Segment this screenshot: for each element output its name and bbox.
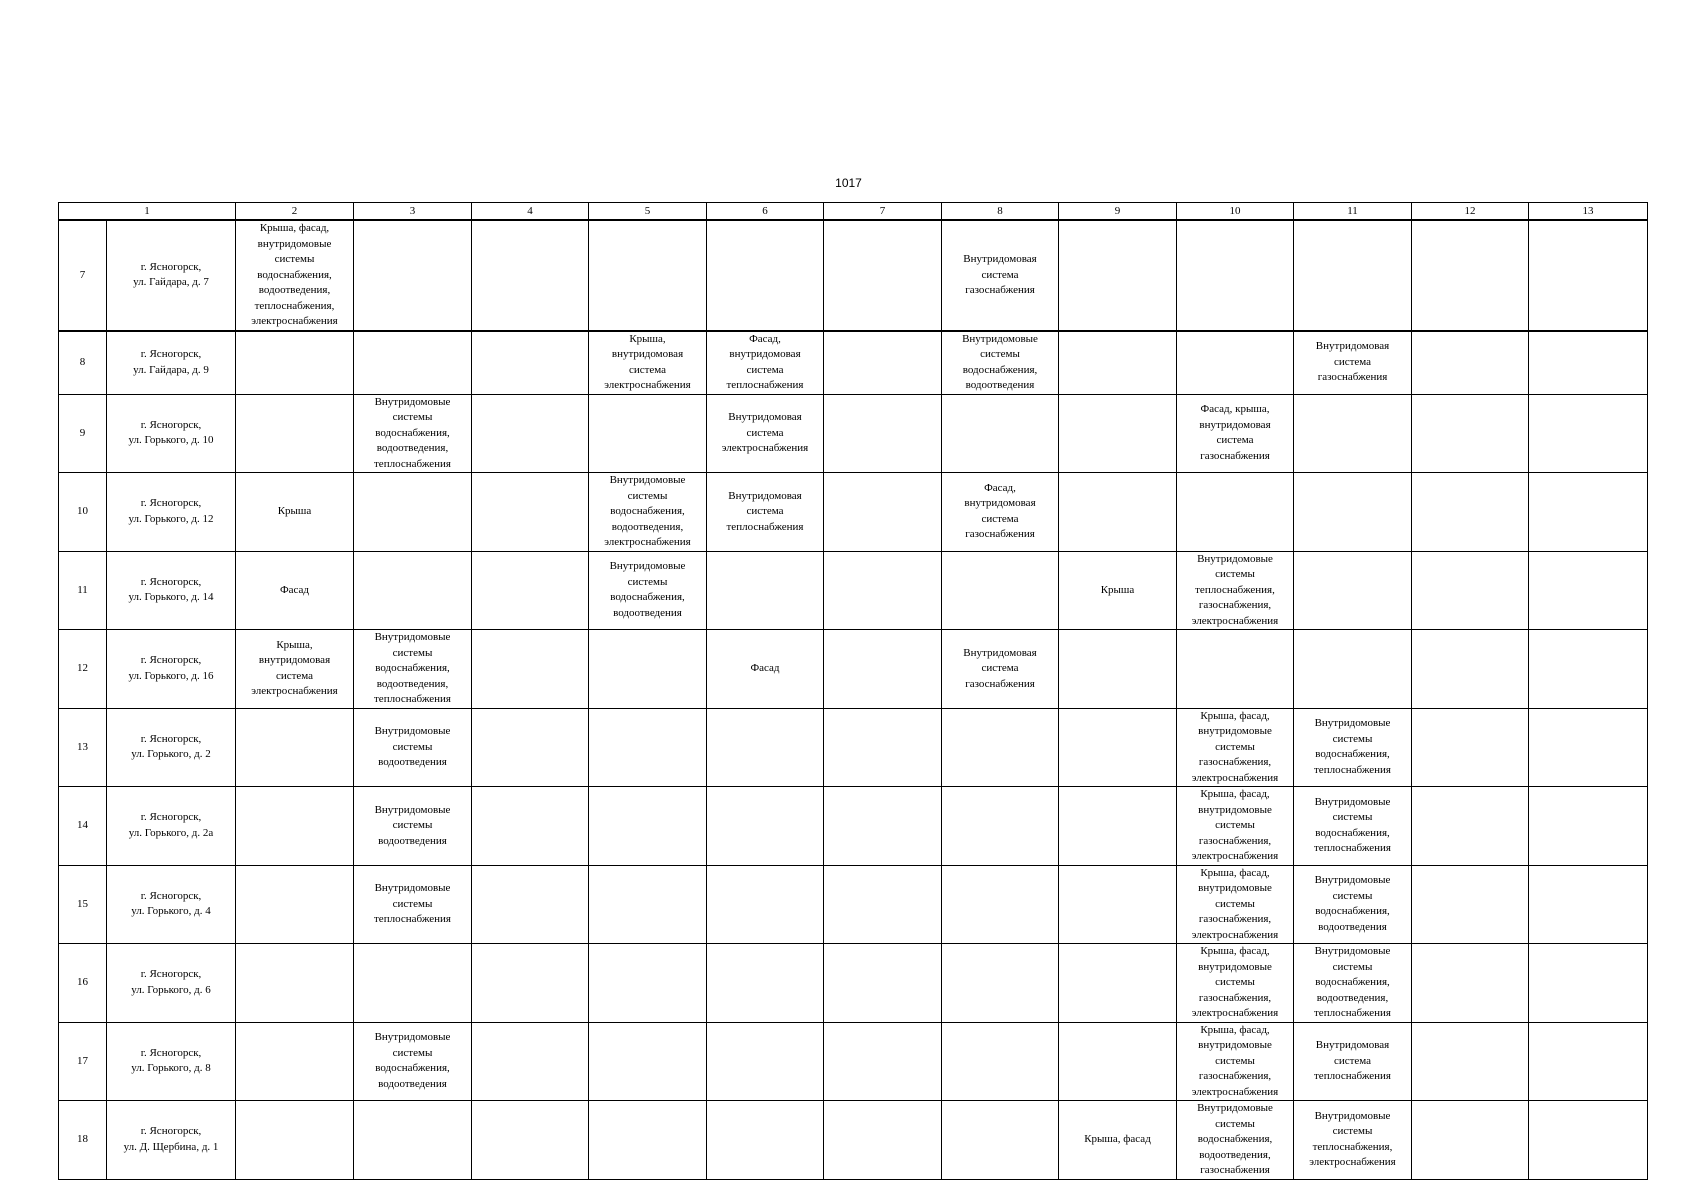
work-cell-col-13 bbox=[1529, 1101, 1648, 1180]
work-cell-col-13 bbox=[1529, 787, 1648, 866]
table-body bbox=[59, 220, 1648, 1179]
table-row bbox=[59, 331, 1648, 395]
work-cell-col-2 bbox=[236, 865, 354, 944]
row-number: 9 bbox=[59, 394, 107, 473]
work-cell-col-7 bbox=[824, 944, 942, 1023]
work-cell-col-10: Крыша, фасад, внутридомовые системы газоснабжения, электроснабжения bbox=[1177, 708, 1294, 787]
work-cell-col-4 bbox=[472, 1022, 589, 1101]
column-number-1: 1 bbox=[59, 203, 236, 221]
work-cell-col-10: Внутридомовые системы теплоснабжения, газоснабжения, электроснабжения bbox=[1177, 551, 1294, 630]
work-cell-col-3: Внутридомовые системы водоснабжения, водоотведения, теплоснабжения bbox=[354, 394, 472, 473]
work-cell-col-9 bbox=[1059, 708, 1177, 787]
work-cell-col-12 bbox=[1412, 394, 1529, 473]
work-cell-col-5 bbox=[589, 630, 707, 709]
work-cell-col-10 bbox=[1177, 473, 1294, 552]
work-cell-col-11 bbox=[1294, 551, 1412, 630]
address-cell: г. Ясногорск, ул. Горького, д. 8 bbox=[107, 1022, 236, 1101]
address-cell: г. Ясногорск, ул. Горького, д. 10 bbox=[107, 394, 236, 473]
row-number: 8 bbox=[59, 331, 107, 395]
work-cell-col-12 bbox=[1412, 551, 1529, 630]
work-cell-col-5 bbox=[589, 394, 707, 473]
work-cell-col-7 bbox=[824, 787, 942, 866]
work-cell-col-12 bbox=[1412, 865, 1529, 944]
work-cell-col-9: Крыша, фасад bbox=[1059, 1101, 1177, 1180]
work-cell-col-12 bbox=[1412, 708, 1529, 787]
address-cell: г. Ясногорск, ул. Горького, д. 16 bbox=[107, 630, 236, 709]
work-cell-col-4 bbox=[472, 708, 589, 787]
column-number-3: 3 bbox=[354, 203, 472, 221]
table-row bbox=[59, 865, 1648, 944]
work-cell-col-9 bbox=[1059, 787, 1177, 866]
work-cell-col-6 bbox=[707, 865, 824, 944]
work-cell-col-3 bbox=[354, 473, 472, 552]
work-cell-col-6 bbox=[707, 1022, 824, 1101]
work-cell-col-6 bbox=[707, 551, 824, 630]
work-cell-col-3: Внутридомовые системы водоотведения bbox=[354, 708, 472, 787]
column-number-header bbox=[59, 203, 1648, 221]
address-cell: г. Ясногорск, ул. Горького, д. 14 bbox=[107, 551, 236, 630]
work-cell-col-8: Внутридомовая система газоснабжения bbox=[942, 220, 1059, 331]
table-row bbox=[59, 1101, 1648, 1180]
work-cell-col-5 bbox=[589, 1022, 707, 1101]
work-cell-col-6 bbox=[707, 1101, 824, 1180]
work-cell-col-8 bbox=[942, 1101, 1059, 1180]
work-cell-col-13 bbox=[1529, 865, 1648, 944]
capital-repair-schedule-table bbox=[58, 202, 1648, 1180]
work-cell-col-10: Крыша, фасад, внутридомовые системы газоснабжения, электроснабжения bbox=[1177, 865, 1294, 944]
work-cell-col-11: Внутридомовые системы водоснабжения, водоотведения, теплоснабжения bbox=[1294, 944, 1412, 1023]
work-cell-col-13 bbox=[1529, 473, 1648, 552]
column-number-13: 13 bbox=[1529, 203, 1648, 221]
table-row bbox=[59, 787, 1648, 866]
work-cell-col-11 bbox=[1294, 394, 1412, 473]
work-cell-col-4 bbox=[472, 865, 589, 944]
work-cell-col-2 bbox=[236, 1022, 354, 1101]
work-cell-col-10: Крыша, фасад, внутридомовые системы газоснабжения, электроснабжения bbox=[1177, 787, 1294, 866]
address-cell: г. Ясногорск, ул. Горького, д. 12 bbox=[107, 473, 236, 552]
work-cell-col-12 bbox=[1412, 787, 1529, 866]
work-cell-col-6: Внутридомовая система теплоснабжения bbox=[707, 473, 824, 552]
work-cell-col-2: Крыша, внутридомовая система электроснабжения bbox=[236, 630, 354, 709]
work-cell-col-6 bbox=[707, 787, 824, 866]
work-cell-col-4 bbox=[472, 394, 589, 473]
work-cell-col-10: Фасад, крыша, внутридомовая система газоснабжения bbox=[1177, 394, 1294, 473]
work-cell-col-3 bbox=[354, 1101, 472, 1180]
work-cell-col-4 bbox=[472, 1101, 589, 1180]
column-number-9: 9 bbox=[1059, 203, 1177, 221]
column-number-6: 6 bbox=[707, 203, 824, 221]
work-cell-col-8 bbox=[942, 865, 1059, 944]
work-cell-col-11: Внутридомовая система газоснабжения bbox=[1294, 331, 1412, 395]
work-cell-col-3: Внутридомовые системы водоотведения bbox=[354, 787, 472, 866]
row-number: 10 bbox=[59, 473, 107, 552]
work-cell-col-7 bbox=[824, 865, 942, 944]
work-cell-col-6 bbox=[707, 708, 824, 787]
work-cell-col-9: Крыша bbox=[1059, 551, 1177, 630]
row-number: 17 bbox=[59, 1022, 107, 1101]
work-cell-col-3: Внутридомовые системы водоснабжения, водоотведения, теплоснабжения bbox=[354, 630, 472, 709]
work-cell-col-10 bbox=[1177, 220, 1294, 331]
address-cell: г. Ясногорск, ул. Гайдара, д. 7 bbox=[107, 220, 236, 331]
work-cell-col-10: Крыша, фасад, внутридомовые системы газоснабжения, электроснабжения bbox=[1177, 1022, 1294, 1101]
work-cell-col-2 bbox=[236, 394, 354, 473]
work-cell-col-13 bbox=[1529, 551, 1648, 630]
work-cell-col-8: Внутридомовые системы водоснабжения, водоотведения bbox=[942, 331, 1059, 395]
work-cell-col-6: Фасад, внутридомовая система теплоснабжения bbox=[707, 331, 824, 395]
table-row bbox=[59, 630, 1648, 709]
work-cell-col-2 bbox=[236, 1101, 354, 1180]
row-number: 13 bbox=[59, 708, 107, 787]
address-cell: г. Ясногорск, ул. Горького, д. 2 bbox=[107, 708, 236, 787]
work-cell-col-11 bbox=[1294, 473, 1412, 552]
table-row bbox=[59, 1022, 1648, 1101]
work-cell-col-7 bbox=[824, 1022, 942, 1101]
work-cell-col-8: Фасад, внутридомовая система газоснабжения bbox=[942, 473, 1059, 552]
work-cell-col-8 bbox=[942, 944, 1059, 1023]
column-number-12: 12 bbox=[1412, 203, 1529, 221]
work-cell-col-10: Крыша, фасад, внутридомовые системы газоснабжения, электроснабжения bbox=[1177, 944, 1294, 1023]
work-cell-col-5 bbox=[589, 708, 707, 787]
column-number-11: 11 bbox=[1294, 203, 1412, 221]
address-cell: г. Ясногорск, ул. Д. Щербина, д. 1 bbox=[107, 1101, 236, 1180]
work-cell-col-4 bbox=[472, 331, 589, 395]
work-cell-col-10 bbox=[1177, 630, 1294, 709]
work-cell-col-10: Внутридомовые системы водоснабжения, водоотведения, газоснабжения bbox=[1177, 1101, 1294, 1180]
work-cell-col-3: Внутридомовые системы водоснабжения, водоотведения bbox=[354, 1022, 472, 1101]
work-cell-col-11 bbox=[1294, 220, 1412, 331]
column-number-7: 7 bbox=[824, 203, 942, 221]
table-row bbox=[59, 394, 1648, 473]
row-number: 18 bbox=[59, 1101, 107, 1180]
address-cell: г. Ясногорск, ул. Горького, д. 6 bbox=[107, 944, 236, 1023]
table-row bbox=[59, 220, 1648, 331]
work-cell-col-8 bbox=[942, 787, 1059, 866]
work-cell-col-2: Крыша bbox=[236, 473, 354, 552]
work-cell-col-2 bbox=[236, 944, 354, 1023]
work-cell-col-4 bbox=[472, 787, 589, 866]
work-cell-col-13 bbox=[1529, 630, 1648, 709]
address-cell: г. Ясногорск, ул. Горького, д. 4 bbox=[107, 865, 236, 944]
column-number-4: 4 bbox=[472, 203, 589, 221]
work-cell-col-5: Внутридомовые системы водоснабжения, водоотведения, электроснабжения bbox=[589, 473, 707, 552]
column-number-row bbox=[59, 203, 1648, 221]
row-number: 15 bbox=[59, 865, 107, 944]
column-number-8: 8 bbox=[942, 203, 1059, 221]
work-cell-col-12 bbox=[1412, 1101, 1529, 1180]
work-cell-col-2 bbox=[236, 331, 354, 395]
work-cell-col-4 bbox=[472, 220, 589, 331]
work-cell-col-2 bbox=[236, 787, 354, 866]
address-cell: г. Ясногорск, ул. Горького, д. 2а bbox=[107, 787, 236, 866]
work-cell-col-8 bbox=[942, 551, 1059, 630]
work-cell-col-13 bbox=[1529, 331, 1648, 395]
column-number-5: 5 bbox=[589, 203, 707, 221]
work-cell-col-7 bbox=[824, 630, 942, 709]
work-cell-col-8 bbox=[942, 708, 1059, 787]
work-cell-col-12 bbox=[1412, 331, 1529, 395]
work-cell-col-3: Внутридомовые системы теплоснабжения bbox=[354, 865, 472, 944]
work-cell-col-10 bbox=[1177, 331, 1294, 395]
work-cell-col-7 bbox=[824, 394, 942, 473]
work-cell-col-6: Фасад bbox=[707, 630, 824, 709]
work-cell-col-13 bbox=[1529, 708, 1648, 787]
table-row bbox=[59, 551, 1648, 630]
work-cell-col-13 bbox=[1529, 394, 1648, 473]
work-cell-col-8 bbox=[942, 394, 1059, 473]
column-number-2: 2 bbox=[236, 203, 354, 221]
work-cell-col-7 bbox=[824, 708, 942, 787]
work-cell-col-9 bbox=[1059, 1022, 1177, 1101]
row-number: 16 bbox=[59, 944, 107, 1023]
work-cell-col-6: Внутридомовая система электроснабжения bbox=[707, 394, 824, 473]
work-cell-col-2 bbox=[236, 708, 354, 787]
table-row bbox=[59, 708, 1648, 787]
work-cell-col-13 bbox=[1529, 1022, 1648, 1101]
work-cell-col-4 bbox=[472, 630, 589, 709]
work-cell-col-7 bbox=[824, 220, 942, 331]
work-cell-col-5 bbox=[589, 220, 707, 331]
work-cell-col-12 bbox=[1412, 630, 1529, 709]
work-cell-col-11: Внутридомовые системы водоснабжения, водоотведения bbox=[1294, 865, 1412, 944]
table-row bbox=[59, 944, 1648, 1023]
row-number: 11 bbox=[59, 551, 107, 630]
work-cell-col-5: Крыша, внутридомовая система электроснабжения bbox=[589, 331, 707, 395]
work-cell-col-4 bbox=[472, 944, 589, 1023]
work-cell-col-3 bbox=[354, 944, 472, 1023]
work-cell-col-3 bbox=[354, 331, 472, 395]
work-cell-col-11: Внутридомовые системы водоснабжения, теплоснабжения bbox=[1294, 708, 1412, 787]
work-cell-col-9 bbox=[1059, 394, 1177, 473]
work-cell-col-9 bbox=[1059, 331, 1177, 395]
work-cell-col-9 bbox=[1059, 220, 1177, 331]
work-cell-col-3 bbox=[354, 220, 472, 331]
work-cell-col-8: Внутридомовая система газоснабжения bbox=[942, 630, 1059, 709]
work-cell-col-9 bbox=[1059, 473, 1177, 552]
work-cell-col-9 bbox=[1059, 944, 1177, 1023]
table-row bbox=[59, 473, 1648, 552]
work-cell-col-5 bbox=[589, 1101, 707, 1180]
work-cell-col-5 bbox=[589, 944, 707, 1023]
work-cell-col-11 bbox=[1294, 630, 1412, 709]
work-cell-col-9 bbox=[1059, 630, 1177, 709]
column-number-10: 10 bbox=[1177, 203, 1294, 221]
work-cell-col-11: Внутридомовая система теплоснабжения bbox=[1294, 1022, 1412, 1101]
row-number: 12 bbox=[59, 630, 107, 709]
work-cell-col-7 bbox=[824, 331, 942, 395]
work-cell-col-7 bbox=[824, 551, 942, 630]
work-cell-col-12 bbox=[1412, 1022, 1529, 1101]
work-cell-col-7 bbox=[824, 473, 942, 552]
work-cell-col-5 bbox=[589, 787, 707, 866]
work-cell-col-13 bbox=[1529, 944, 1648, 1023]
row-number: 14 bbox=[59, 787, 107, 866]
work-cell-col-13 bbox=[1529, 220, 1648, 331]
work-cell-col-2: Фасад bbox=[236, 551, 354, 630]
work-cell-col-11: Внутридомовые системы водоснабжения, теплоснабжения bbox=[1294, 787, 1412, 866]
work-cell-col-8 bbox=[942, 1022, 1059, 1101]
work-cell-col-6 bbox=[707, 944, 824, 1023]
work-cell-col-5 bbox=[589, 865, 707, 944]
work-cell-col-4 bbox=[472, 551, 589, 630]
work-cell-col-11: Внутридомовые системы теплоснабжения, электроснабжения bbox=[1294, 1101, 1412, 1180]
work-cell-col-12 bbox=[1412, 944, 1529, 1023]
work-cell-col-7 bbox=[824, 1101, 942, 1180]
work-cell-col-9 bbox=[1059, 865, 1177, 944]
work-cell-col-5: Внутридомовые системы водоснабжения, водоотведения bbox=[589, 551, 707, 630]
work-cell-col-12 bbox=[1412, 220, 1529, 331]
work-cell-col-4 bbox=[472, 473, 589, 552]
page-number: 1017 bbox=[835, 176, 862, 190]
work-cell-col-2: Крыша, фасад, внутридомовые системы водоснабжения, водоотведения, теплоснабжения, электроснабжения bbox=[236, 220, 354, 331]
work-cell-col-6 bbox=[707, 220, 824, 331]
work-cell-col-12 bbox=[1412, 473, 1529, 552]
row-number: 7 bbox=[59, 220, 107, 331]
address-cell: г. Ясногорск, ул. Гайдара, д. 9 bbox=[107, 331, 236, 395]
work-cell-col-3 bbox=[354, 551, 472, 630]
